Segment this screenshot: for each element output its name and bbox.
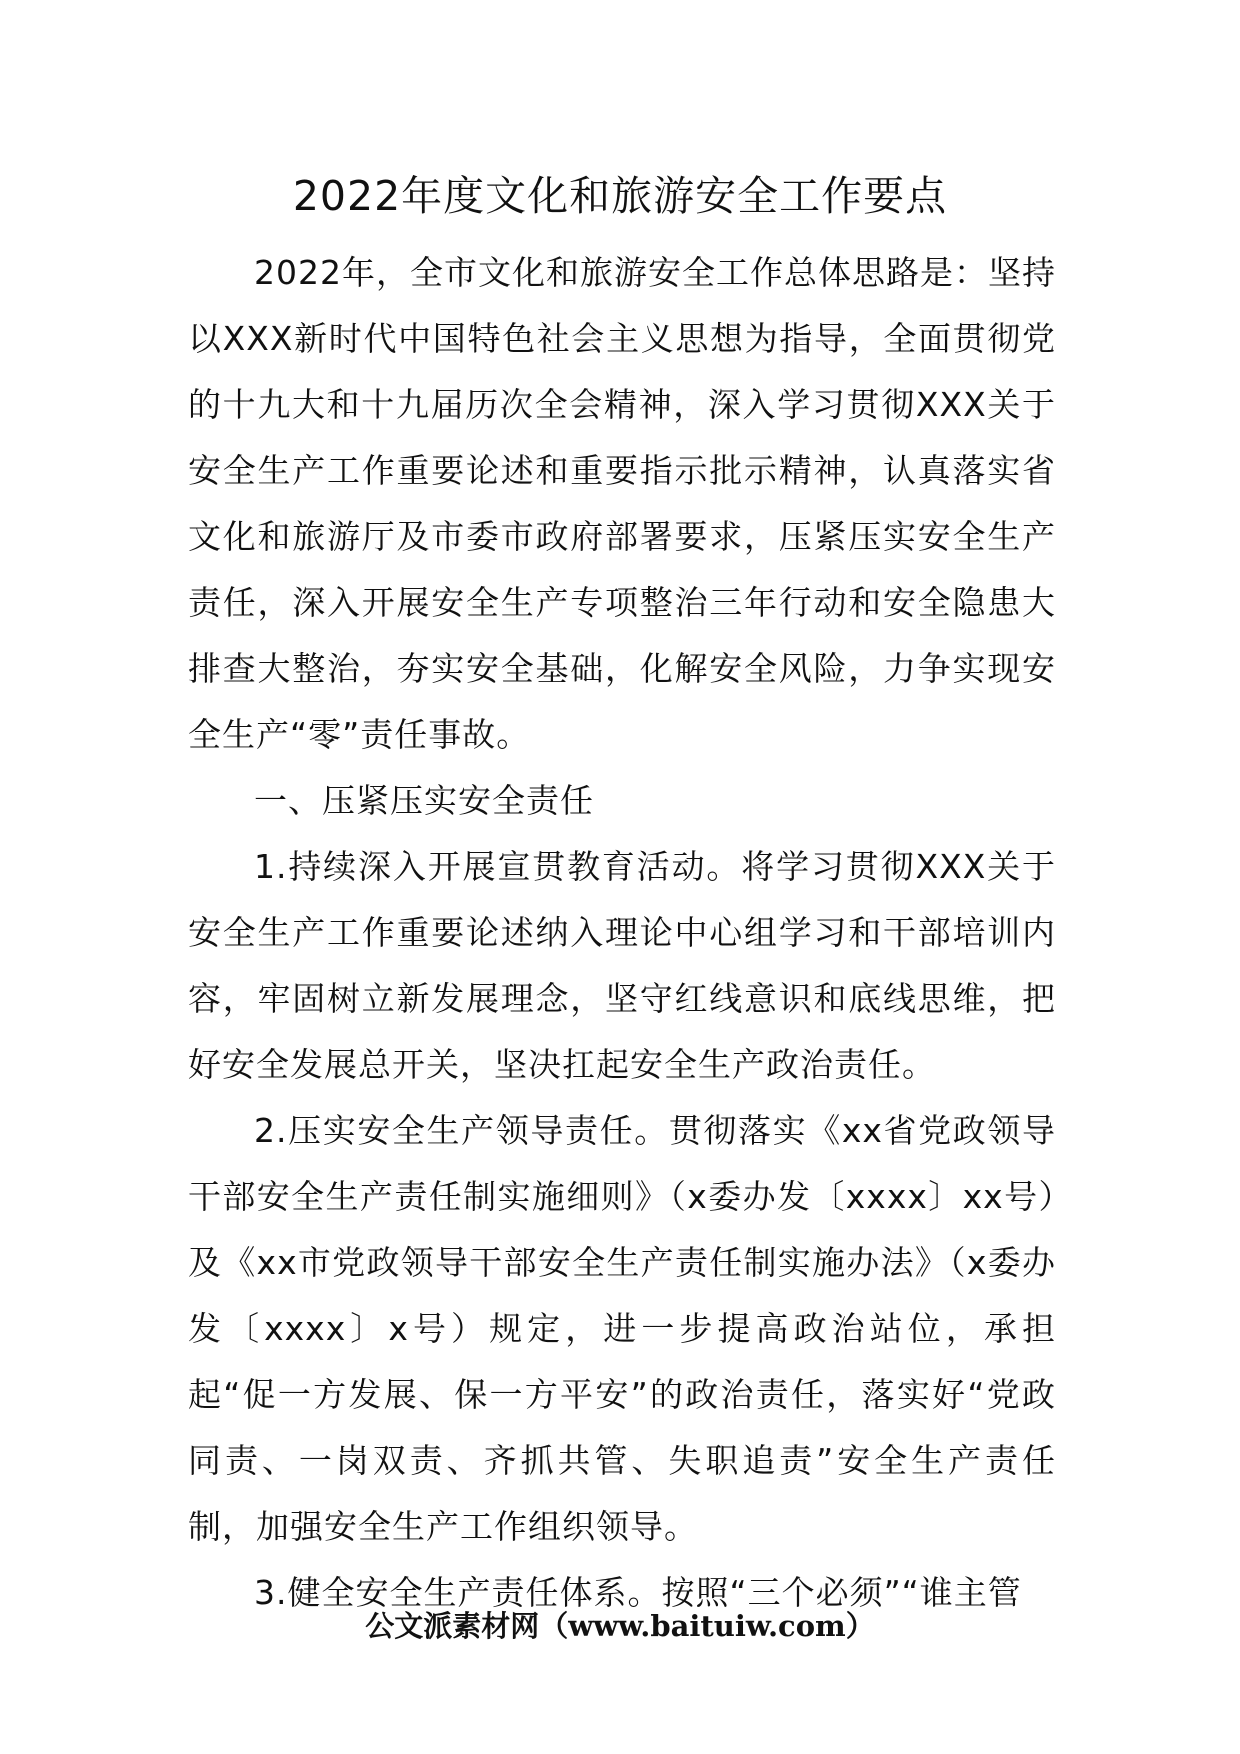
paragraph-item-1: 1.持续深入开展宣贯教育活动。将学习贯彻XXX关于安全生产工作重要论述纳入理论中心组学习和干部培训内容，牢固树立新发展理念，坚守红线意识和底线思维，把好安全发展总开关，坚决扛起安全生产政治责任。 (188, 847, 1056, 1084)
footer-watermark: 公文派素材网（www.baituiw.com） (365, 1609, 875, 1643)
paragraph-item-3: 3.健全安全生产责任体系。按照“三个必须”“谁主管 (254, 1573, 1022, 1612)
document-body (188, 240, 1056, 1626)
intro-paragraph: 2022年，全市文化和旅游安全工作总体思路是：坚持以XXX新时代中国特色社会主义思想为指导，全面贯彻党的十九大和十九届历次全会精神，深入学习贯彻XXX关于安全生产工作重要论述和重要指示批示精神，认真落实省文化和旅游厅及市委市政府部署要求，压紧压实安全生产责任，深入开展安全生产专项整治三年行动和安全隐患大排查大整治，夯实安全基础，化解安全风险，力争实现安全生产“零”责任事故。 (188, 253, 1056, 754)
paragraph-item-2: 2.压实安全生产领导责任。贯彻落实《xx省党政领导干部安全生产责任制实施细则》（x委办发〔xxxx〕xx号）及《xx市党政领导干部安全生产责任制实施办法》（x委办发〔xxxx〕x号）规定，进一步提高政治站位，承担起“促一方发展、保一方平安”的政治责任，落实好“党政同责、一岗双责、齐抓共管、失职追责”安全生产责任制，加强安全生产工作组织领导。 (188, 1111, 1056, 1546)
section-heading-1: 一、压紧压实安全责任 (254, 781, 594, 820)
document-title: 2022年度文化和旅游安全工作要点 (292, 172, 948, 220)
